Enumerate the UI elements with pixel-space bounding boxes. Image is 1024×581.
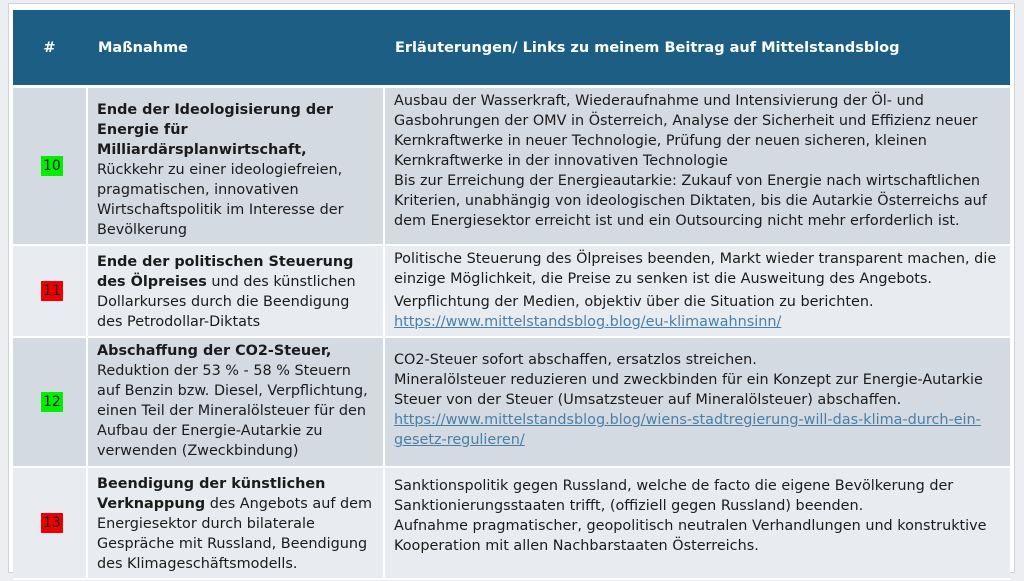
slide-frame: [8, 3, 1015, 573]
header-measure: Maßnahme: [87, 10, 384, 87]
measure-description: des Angebots auf dem Energiesektor durch bilaterale Gespräche mit Russland, Beendigung des Klimageschäftsmodells.: [97, 496, 372, 572]
row-number-cell: [13, 337, 87, 467]
measure-title: Ende der Ideologisierung der Energie für Milliardärsplanwirtschaft,: [97, 102, 333, 158]
blog-link[interactable]: https://www.mittelstandsblog.blog/wiens-stadtregierung-will-das-klima-durch-ein-gesetz-regulieren/: [394, 412, 981, 448]
notes-paragraph: Verpflichtung der Medien, objektiv über die Situation zu berichten.: [394, 294, 874, 310]
table-header-row: [13, 10, 1010, 87]
measure-title: Beendigung der künstlichen Verknappung: [97, 476, 326, 512]
measure-description: und des künstlichen Dollarkurses durch die Beendigung des Petrodollar-Diktats: [97, 274, 356, 330]
notes-paragraph: Mineralölsteuer reduzieren und zweckbinden für ein Konzept zur Energie-Autarkie Steuer von der Steuer (Umsatzsteuer auf Mineralölsteuer) abschaffen.: [394, 372, 983, 408]
notes-paragraph: CO2-Steuer sofort abschaffen, ersatzlos streichen.: [394, 352, 757, 368]
row-number-cell: [13, 467, 87, 579]
measure-cell: [87, 467, 384, 579]
row-number-cell: [13, 87, 87, 246]
notes-cell: [384, 337, 1010, 467]
measures-table: [13, 10, 1010, 580]
status-badge-red: 13: [43, 515, 61, 531]
notes-cell: [384, 87, 1010, 246]
measure-cell: [87, 87, 384, 246]
table-row: [13, 337, 1010, 467]
table-row: [13, 467, 1010, 579]
measure-title: Abschaffung der CO2-Steuer,: [97, 343, 332, 359]
notes-cell: [384, 467, 1010, 579]
notes-paragraph: Ausbau der Wasserkraft, Wiederaufnahme und Intensivierung der Öl- und Gasbohrungen der OMV in Österreich, Analyse der Sicherheit und Effizienz neuer Kernkraftwerke in neuer Technologie, Prüfung der neuen sicheren, kleinen Kernkraftwerke in der innovativen Technologie: [394, 93, 978, 169]
measure-description: Reduktion der 53 % - 58 % Steuern auf Benzin bzw. Diesel, Verpflichtung, einen Teil der Mineralölsteuer für den Aufbau der Energie-Autarkie zu verwenden (Zweckbindung): [97, 363, 368, 459]
notes-paragraph: Politische Steuerung des Ölpreises beenden, Markt wieder transparent machen, die einzige Möglichkeit, die Preise zu senken ist die Ausweitung des Angebots.: [394, 251, 997, 287]
measure-description: Rückkehr zu einer ideologiefreien, pragmatischen, innovativen Wirtschaftspolitik im Interesse der Bevölkerung: [97, 162, 344, 238]
row-number-cell: [13, 245, 87, 337]
notes-paragraph: Bis zur Erreichung der Energieautarkie: Zukauf von Energie nach wirtschaftlichen Kriterien, unabhängig von ideologischen Diktaten, bis die Autarkie Österreichs auf dem Energiesektor erreicht ist und ein Outsourcing nicht mehr erforderlich ist.: [394, 173, 987, 229]
notes-paragraph: Aufnahme pragmatischer, geopolitisch neutralen Verhandlungen und konstruktive Kooperation mit allen Nachbarstaaten Österreichs.: [394, 518, 987, 554]
measure-title: Ende der politischen Steuerung des Ölpreises: [97, 254, 354, 290]
table-row: [13, 245, 1010, 337]
status-badge-green: 12: [43, 394, 61, 410]
measure-cell: [87, 245, 384, 337]
header-number: #: [13, 10, 87, 87]
measure-cell: [87, 337, 384, 467]
blog-link[interactable]: https://www.mittelstandsblog.blog/eu-klimawahnsinn/: [394, 314, 782, 330]
header-notes: Erläuterungen/ Links zu meinem Beitrag auf Mittelstandsblog: [384, 10, 1010, 87]
table-row: [13, 87, 1010, 246]
status-badge-green: 10: [43, 158, 61, 174]
notes-cell: [384, 245, 1010, 337]
notes-paragraph: Sanktionspolitik gegen Russland, welche de facto die eigene Bevölkerung der Sanktionierungsstaaten trifft, (offiziell gegen Russland) beenden.: [394, 478, 954, 514]
status-badge-red: 11: [43, 283, 61, 299]
